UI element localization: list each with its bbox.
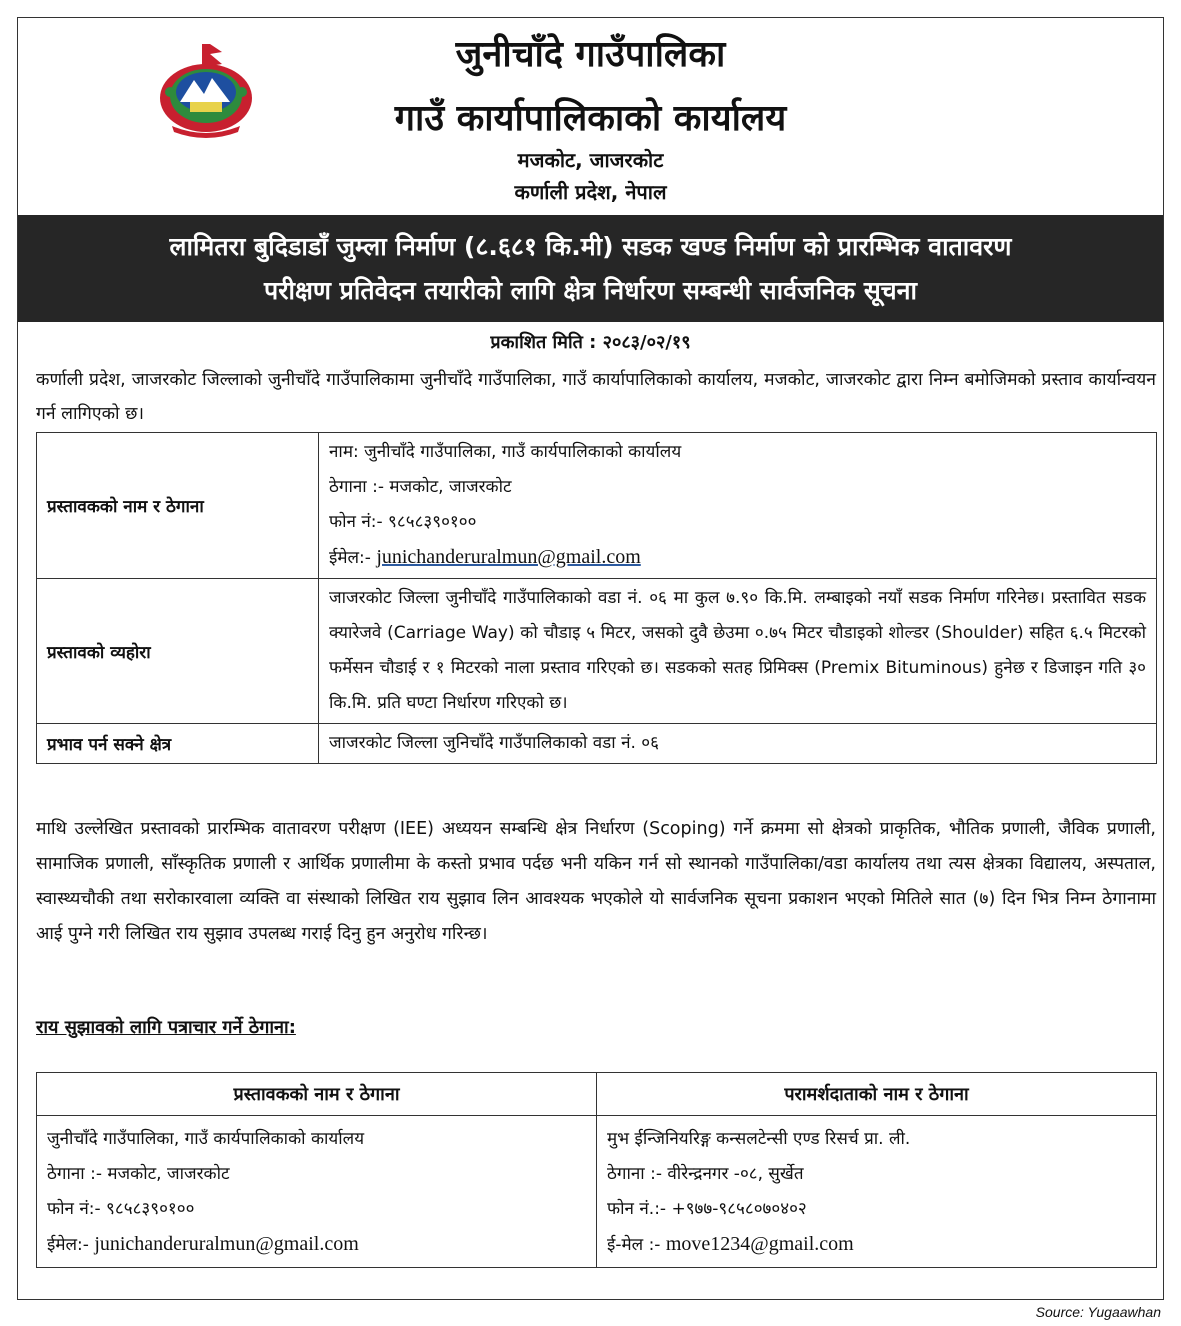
consultant-column-header: परामर्शदाताको नाम र ठेगाना xyxy=(597,1073,1157,1116)
intro-paragraph: कर्णाली प्रदेश, जाजरकोट जिल्लाको जुनीचाँदे गाउँपालिकामा जुनीचाँदे गाउँपालिका, गाउँ कार्यापालिकाको कार्यालय, मजकोट, जाजरकोट द्वारा निम्न बमोजिमको प्रस्ताव कार्यान्वयन गर्न लागिएको छ। xyxy=(36,370,1156,424)
correspondence-heading: राय सुझावको लागि पत्राचार गर्ने ठेगाना: xyxy=(36,1017,296,1038)
proposer-email-row xyxy=(329,540,1146,576)
office-address-line1: मजकोट, जाजरकोट xyxy=(517,148,664,172)
source-credit: Source: Yugaawhan xyxy=(1035,1304,1161,1320)
consultant-email-row xyxy=(607,1227,1146,1263)
consultant-contact-cell xyxy=(597,1116,1157,1268)
proposer-column-header: प्रस्तावकको नाम र ठेगाना xyxy=(37,1073,597,1116)
affected-area-label: प्रभाव पर्न सक्ने क्षेत्र xyxy=(37,724,319,764)
table-header-row xyxy=(37,1073,1157,1116)
proposal-table xyxy=(36,432,1157,764)
proposer-address: ठेगाना :- मजकोट, जाजरकोट xyxy=(329,477,512,497)
proposal-description-label: प्रस्तावको व्यहोरा xyxy=(37,579,319,724)
proposer-contact-phone: फोन नं:- ९८५८३९०१०० xyxy=(47,1199,195,1219)
consultant-email[interactable]: move1234@gmail.com xyxy=(665,1233,854,1255)
proposer-contact-address: ठेगाना :- मजकोट, जाजरकोट xyxy=(47,1164,230,1184)
email-label: ईमेल:- xyxy=(47,1235,89,1255)
published-date: प्रकाशित मिति : २०८३/०२/१९ xyxy=(490,332,691,353)
proposer-name: नाम: जुनीचाँदे गाउँपालिका, गाउँ कार्यपालिकाको कार्यालय xyxy=(329,442,682,462)
email-label: ईमेल:- xyxy=(329,548,371,568)
table-row xyxy=(37,433,1157,579)
affected-area: जाजरकोट जिल्ला जुनिचाँदे गाउँपालिकाको वडा नं. ०६ xyxy=(319,724,1157,764)
proposer-contact-name: जुनीचाँदे गाउँपालिका, गाउँ कार्यपालिकाको कार्यालय xyxy=(47,1129,365,1149)
banner-line1: लामितरा बुदिडाडाँ जुम्ला निर्माण (८.६८१ कि.मी) सडक खण्ड निर्माण को प्रारम्भिक वातावरण xyxy=(169,232,1012,261)
table-row xyxy=(37,724,1157,764)
main-paragraph: माथि उल्लेखित प्रस्तावको प्रारम्भिक वातावरण परीक्षण (IEE) अध्ययन सम्बन्धि क्षेत्र निर्धारण (Scoping) गर्ने क्रममा सो क्षेत्रको प्राकृतिक, भौतिक प्रणाली, जैविक प्रणाली, सामाजिक प्रणाली, साँस्कृतिक प्रणाली र आर्थिक प्रणालीमा के कस्तो प्रभाव पर्दछ भनी यकिन गर्न सो स्थानको गाउँपालिका/वडा कार्यालय तथा त्यस क्षेत्रका विद्यालय, अस्पताल, स्वास्थ्यचौकी तथा सरोकारवाला व्यक्ति वा संस्थाको लिखित राय सुझाव लिन आवश्यक भएकोले यो सार्वजनिक सूचना प्रकाशन भएको मितिले सात (७) दिन भित्र निम्न ठेगानामा आई पुग्ने गरी लिखित राय सुझाव उपलब्ध गराई दिनु हुन अनुरोध गरिन्छ। xyxy=(36,819,1156,944)
table-row xyxy=(37,579,1157,724)
proposer-contact-cell xyxy=(37,1116,597,1268)
office-title: गाउँ कार्यापालिकाको कार्यालय xyxy=(394,98,787,139)
consultant-address: ठेगाना :- वीरेन्द्रनगर -०८, सुर्खेत xyxy=(607,1164,804,1184)
proposer-label: प्रस्तावकको नाम र ठेगाना xyxy=(37,433,319,579)
proposer-phone: फोन नं:- ९८५८३९०१०० xyxy=(329,512,477,532)
proposal-description: जाजरकोट जिल्ला जुनीचाँदे गाउँपालिकाको वडा नं. ०६ मा कुल ७.९० कि.मि. लम्बाइको नयाँ सडक निर्माण गरिनेछ। प्रस्तावित सडक क्यारेजवे (Carriage Way) को चौडाइ ५ मिटर, जसको दुवै छेउमा ०.७५ मिटर चौडाइको शोल्डर (Shoulder) सहित ६.५ मिटरको फर्मेसन चौडाई र १ मिटरको नाला प्रस्ताव गरिएको छ। सडकको सतह प्रिमिक्स (Premix Bituminous) हुनेछ र डिजाइन गति ३० कि.मि. प्रति घण्टा निर्धारण गरिएको छ। xyxy=(319,579,1157,724)
notice-banner xyxy=(18,215,1163,322)
banner-line2: परीक्षण प्रतिवेदन तयारीको लागि क्षेत्र निर्धारण सम्बन्धी सार्वजनिक सूचना xyxy=(264,276,917,305)
office-address-line2: कर्णाली प्रदेश, नेपाल xyxy=(514,180,667,204)
municipality-title: जुनीचाँदे गाउँपालिका xyxy=(455,34,726,75)
proposer-contact-email[interactable]: junichanderuralmun@gmail.com xyxy=(94,1233,359,1255)
proposer-contact-email-row xyxy=(47,1227,586,1263)
correspondence-table xyxy=(36,1072,1157,1268)
email-label: ई-मेल :- xyxy=(607,1235,661,1255)
proposer-details xyxy=(319,433,1157,579)
table-row xyxy=(37,1116,1157,1268)
proposer-email-link[interactable]: junichanderuralmun@gmail.com xyxy=(376,546,641,568)
consultant-phone: फोन नं.:- +९७७-९८५८०७०४०२ xyxy=(607,1199,807,1219)
consultant-name: मुभ ईन्जिनियरिङ्ग कन्सलटेन्सी एण्ड रिसर्च प्रा. ली. xyxy=(607,1129,911,1149)
